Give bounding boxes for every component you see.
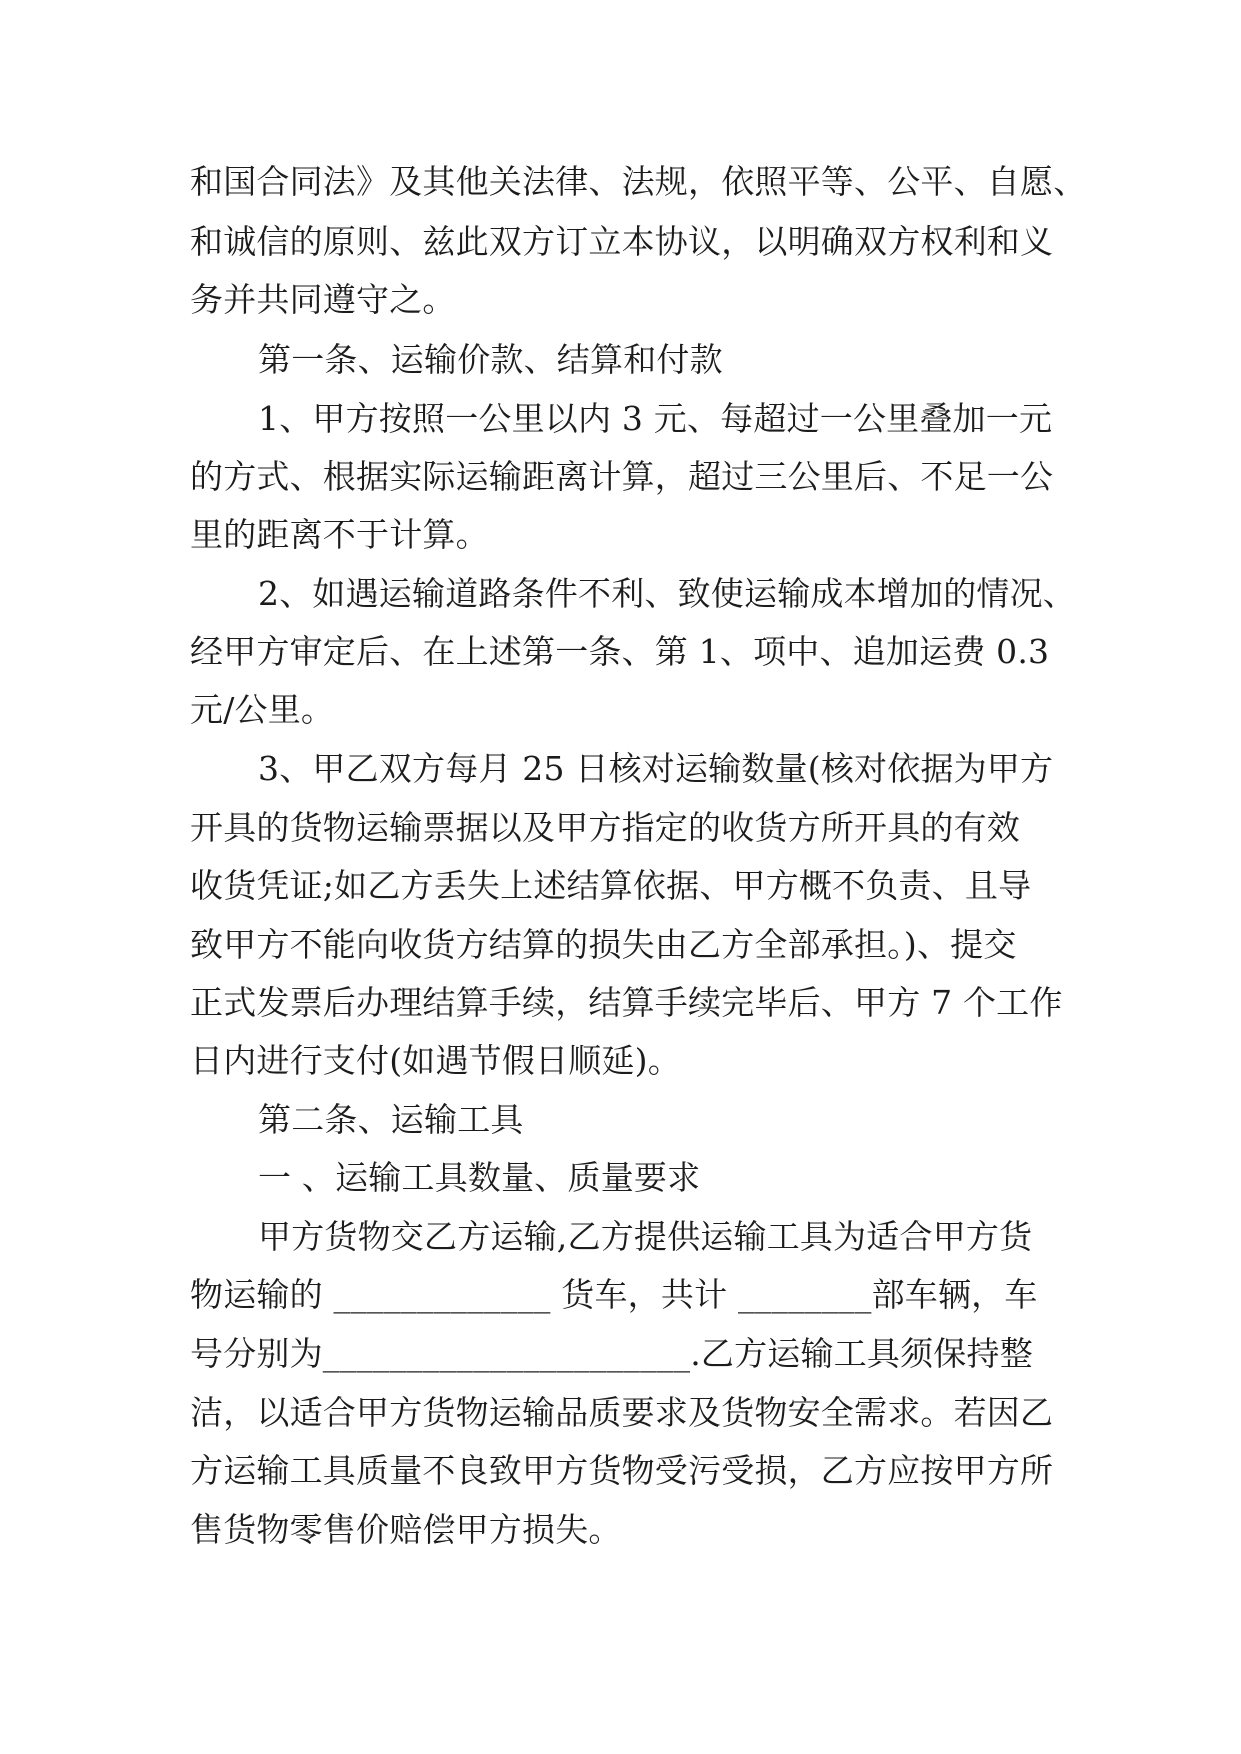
section-heading: 第一条、运输价款、结算和付款	[258, 340, 723, 379]
text-line-with-blanks: 号分别为______________________.乙方运输工具须保持整	[190, 1334, 1033, 1373]
text-line: 致甲方不能向收货方结算的损失由乙方全部承担。)、提交	[190, 925, 1017, 964]
text-line: 里的距离不于计算。	[190, 515, 489, 554]
text-line: 收货凭证;如乙方丢失上述结算依据、甲方概不负责、且导	[190, 866, 1032, 905]
text-line: 务并共同遵守之。	[190, 280, 456, 319]
text-line: 1、甲方按照一公里以内 3 元、每超过一公里叠加一元	[258, 399, 1053, 438]
text-line: 开具的货物运输票据以及甲方指定的收货方所开具的有效	[190, 808, 1020, 847]
text-line: 甲方货物交乙方运输,乙方提供运输工具为适合甲方货	[258, 1217, 1033, 1256]
text-line: 和国合同法》及其他关法律、法规，依照平等、公平、自愿、	[190, 162, 1087, 201]
text-line: 3、甲乙双方每月 25 日核对运输数量(核对依据为甲方	[258, 749, 1054, 788]
section-heading: 第二条、运输工具	[258, 1100, 524, 1139]
subsection-heading: 一 、运输工具数量、质量要求	[258, 1158, 701, 1197]
text-line: 和诚信的原则、兹此双方订立本协议，以明确双方权利和义	[190, 222, 1054, 261]
text-line: 日内进行支付(如遇节假日顺延)。	[190, 1041, 681, 1080]
text-line: 洁，以适合甲方货物运输品质要求及货物安全需求。若因乙	[190, 1393, 1054, 1432]
text-line-with-blanks: 物运输的 _____________ 货车，共计 ________部车辆，车	[190, 1275, 1038, 1314]
text-line: 方运输工具质量不良致甲方货物受污受损，乙方应按甲方所	[190, 1451, 1054, 1490]
text-line: 经甲方审定后、在上述第一条、第 1、项中、追加运费 0.3	[190, 632, 1050, 671]
text-line: 元/公里。	[190, 690, 335, 729]
text-line: 售货物零售价赔偿甲方损失。	[190, 1510, 622, 1549]
text-line: 正式发票后办理结算手续，结算手续完毕后、甲方 7 个工作	[190, 983, 1063, 1022]
text-line: 2、如遇运输道路条件不利、致使运输成本增加的情况、	[258, 574, 1076, 613]
text-line: 的方式、根据实际运输距离计算，超过三公里后、不足一公	[190, 457, 1054, 496]
